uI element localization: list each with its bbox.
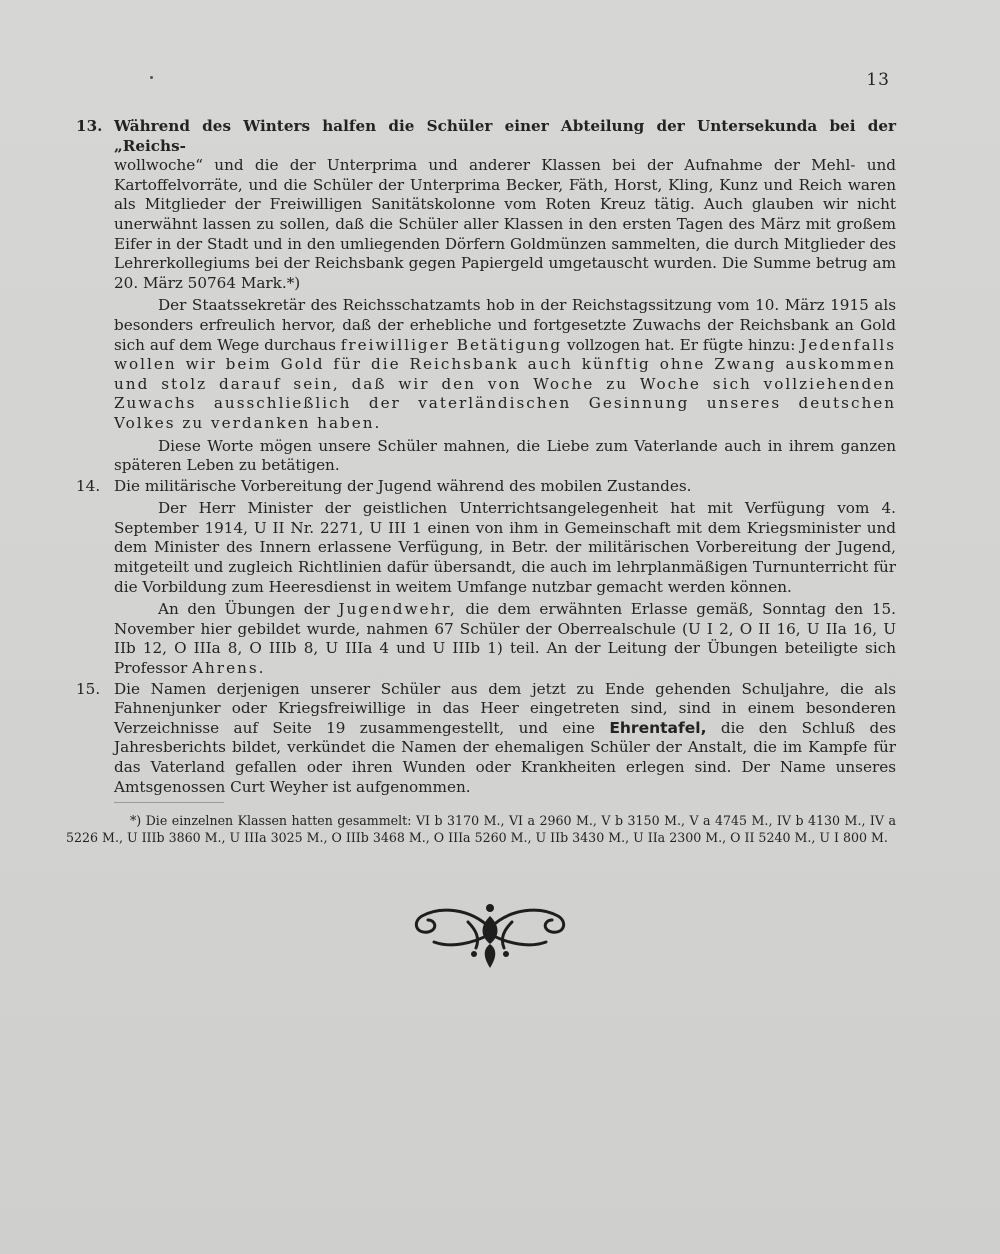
section-number: 13. — [76, 117, 103, 135]
text-run: Die Namen derjenigen unserer Schüler aus dem jetzt zu Ende gehenden Schuljahre, die als Fahnenjunker oder Kriegsfreiwillige in das Heer eingetreten sind, sind in einem besonderen Verzeichnisse auf Seite 19 zusammengestellt, und eine — [114, 679, 896, 737]
footnote-text: *) Die einzelnen Klassen hatten gesammelt: VI b 3170 M., VI a 2960 M., V b 3150 M., V a 4745 M., IV b 4130 M., IV a 5226 M., U IIIb 3860 M., U IIIa 3025 M., O IIIb 3468 M., O IIIa 5260 M., U IIb 3430 M., U IIa 2300 M., O II 5240 M., U I 800 M. — [66, 813, 896, 845]
paragraph: wollwoche“ und die der Unterprima und anderer Klassen bei der Aufnahme der Mehl- und Kartoffelvorräte, und die Schüler der Unterprima Becker, Fäth, Horst, Kling, Kunz und Reich waren als Mitglieder der Freiwilligen Sanitätskolonne vom Roten Kreuz tätig. Auch glauben wir nicht unerwähnt lassen zu sollen, daß die Schüler aller Klassen in den ersten Tagen des März mit großem Eifer in der Stadt und in den umliegenden Dörfern Goldmünzen sammelten, die durch Mitglieder des Lehrerkollegiums bei der Reichsbank gegen Papiergeld umgetauscht wurden. Die Summe betrug am 20. März 50764 Mark.*) — [114, 156, 896, 292]
text-run: vollzogen hat. Er fügte hinzu: — [567, 335, 796, 354]
paragraph — [114, 117, 896, 156]
footnote — [66, 812, 896, 846]
text-run: die dem erwähnten Erlasse gemäß, Sonntag den 15. November hier gebildet wurde, nahmen 67 Schüler der Oberrealschule (U I 2, O II 16, U IIa 16, U IIb 12, O IIIa 8, O IIIb 8, U IIIa 4 und U IIIb 1) teil. An der Leitung der Übungen beteiligte sich Professor — [114, 600, 897, 678]
emphasis-text: freiwilliger Betätigung — [340, 335, 563, 354]
emphasis-text: Jugendwehr, — [338, 600, 457, 619]
text-run: Der Staatssekretär des Reichsschatzamts hob in der Reichstagssitzung vom 10. März 1915 als besonders erfreulich hervor, daß der erhebliche und fortgesetzte Zuwachs der Reichsbank an Gold sich auf dem Wege durchaus — [114, 296, 896, 354]
text-run: An den Übungen der — [158, 600, 330, 619]
section-heading: Die militärische Vorbereitung der Jugend während des mobilen Zustandes. — [114, 476, 692, 495]
section-content — [114, 680, 896, 798]
section-14 — [76, 477, 896, 497]
section-number: 15. — [76, 679, 101, 698]
emphasis-text: Ehrentafel, — [609, 718, 707, 737]
emphasis-text: Ahrens. — [192, 659, 266, 678]
lead-text: Während des Winters halfen die Schüler einer Abteilung der Untersekunda bei der „Reichs- — [114, 117, 896, 155]
section-content — [114, 117, 896, 156]
footnote-divider — [114, 802, 224, 803]
section-number: 14. — [76, 476, 101, 495]
paragraph: Diese Worte mögen unsere Schüler mahnen, die Liebe zum Vaterlande auch in ihrem ganzen späteren Leben zu betätigen. — [114, 436, 896, 475]
text-run: die den Schluß des Jahresberichts bildet, verkündet die Namen der ehemaligen Schüler der Anstalt, die im Kampfe für das Vaterland gefallen oder ihren Wunden oder Krankheiten erlegen sind. Der Name unseres Amtsgenossen Curt Weyher ist aufgenommen. — [114, 718, 897, 796]
emphasis-text: Jedenfalls wollen wir beim Gold für die Reichsbank auch künftig ohne Zwang auskommen und stolz darauf sein, daß wir den von Woche zu Woche sich vollziehenden Zuwachs ausschließlich der vaterländischen Gesinnung unseres deutschen Volkes zu verdanken haben. — [114, 335, 897, 432]
ornament-icon — [410, 898, 570, 974]
section-13 — [76, 117, 896, 156]
speck — [150, 76, 153, 79]
section-15 — [76, 680, 896, 798]
paragraph: Der Herr Minister der geistlichen Unterrichtsangelegenheit hat mit Verfügung vom 4. September 1914, U II Nr. 2271, U III 1 einen von ihm in Gemeinschaft mit dem Kriegsminister und dem Minister des Innern erlassene Verfügung, in Betr. der militärischen Vorbereitung der Jugend, mitgeteilt und zugleich Richtlinien dafür übersandt, die auch im lehrplanmäßigen Turnunterricht für die Vorbildung zum Heeresdienst in weitem Umfange nutzbar gemacht werden können. — [114, 499, 896, 596]
paragraph — [114, 680, 896, 798]
body-text — [76, 116, 896, 797]
page-number: 13 — [866, 70, 890, 90]
paragraph — [76, 296, 896, 433]
paragraph — [76, 600, 896, 678]
